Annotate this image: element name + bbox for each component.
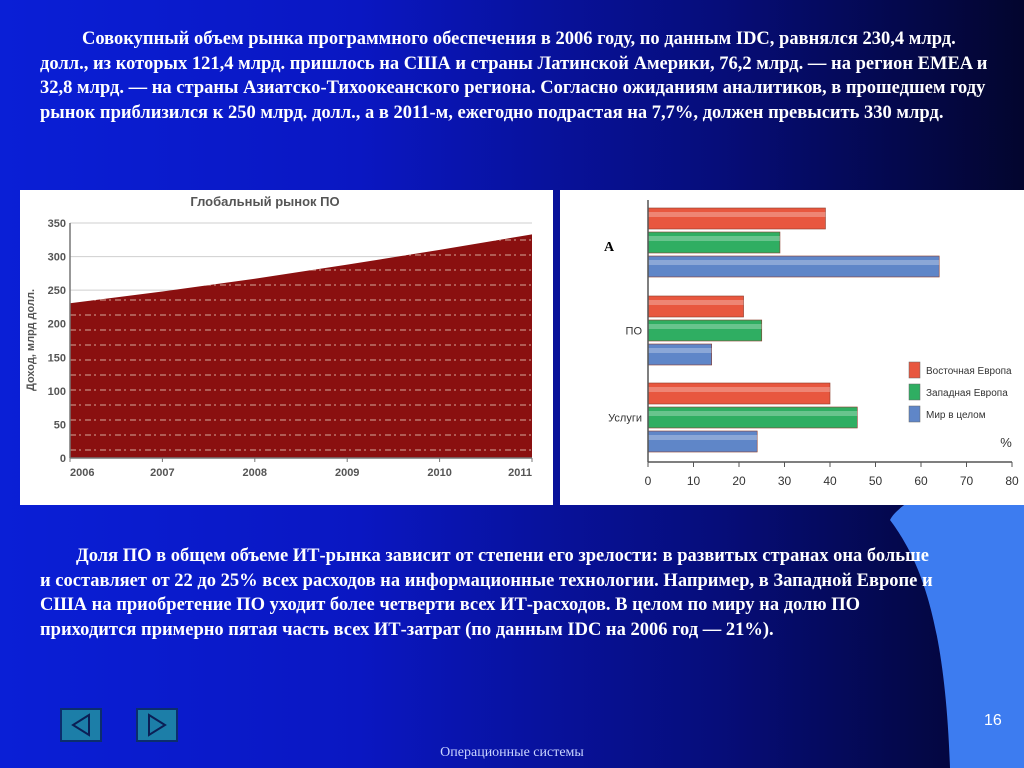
global-market-chart: [20, 190, 553, 505]
chart-title: Глобальный рынок ПО: [190, 194, 340, 209]
y-tick-label: 300: [47, 251, 66, 264]
bar-highlight: [648, 300, 744, 305]
unit-label: %: [1000, 435, 1012, 450]
software-share-chart: [560, 190, 1024, 505]
x-tick-label: 20: [732, 474, 746, 488]
x-tick-label: 2008: [242, 467, 268, 479]
bar-highlight: [648, 348, 712, 353]
y-tick-label: 150: [47, 352, 66, 365]
bar-highlight: [648, 236, 780, 241]
x-tick-label: 80: [1005, 474, 1019, 488]
y-axis-label: Доход, млрд долл.: [25, 289, 37, 391]
page-number: 16: [984, 712, 1002, 729]
bar: [648, 208, 825, 229]
legend-label: Мир в целом: [926, 410, 986, 421]
footer-text: Операционные системы: [440, 745, 584, 760]
bar: [648, 431, 757, 452]
x-tick-label: 10: [686, 474, 701, 488]
chart-legend: [904, 355, 1016, 430]
y-tick-label: 50: [53, 419, 66, 432]
x-tick-label: 0: [644, 474, 652, 488]
legend-swatch: [909, 384, 920, 400]
bar-highlight: [648, 212, 825, 217]
x-tick-label: 40: [823, 474, 837, 488]
legend-swatch: [909, 362, 920, 378]
y-tick-label: 250: [47, 285, 66, 298]
previous-slide-button[interactable]: [60, 708, 102, 742]
market-area: [70, 234, 532, 458]
arrow-left-icon: [62, 710, 100, 740]
side-label: А: [604, 240, 615, 255]
x-tick-label: 30: [777, 474, 792, 488]
category-label: ПО: [625, 325, 642, 338]
share-paragraph: Доля ПО в общем объеме ИТ-рынка зависит от степени его зрелости: в развитых странах она больше и составляет от 22 до 25% всех расходов на информационные технологии. Например, в Западной Европе и США на приобретение ПО уходит более четверти всех ИТ-расходов. В целом по миру на долю ПО приходится примерно пятая часть всех ИТ-затрат (по данным IDC на 2006 год — 21%).: [40, 546, 933, 640]
x-tick-label: 60: [914, 474, 928, 488]
bar: [648, 407, 857, 428]
category-label: Услуги: [608, 412, 642, 425]
bar: [648, 232, 780, 253]
bar-highlight: [648, 260, 939, 265]
y-tick-label: 0: [59, 453, 66, 465]
y-tick-label: 100: [47, 385, 66, 398]
bar-highlight: [648, 435, 757, 440]
x-tick-label: 2007: [150, 467, 175, 479]
x-tick-label: 70: [959, 474, 974, 488]
bar-highlight: [648, 324, 762, 329]
x-tick-label: 50: [868, 474, 883, 488]
next-slide-button[interactable]: [136, 708, 178, 742]
x-tick-label: 2010: [427, 467, 452, 479]
bar: [648, 344, 712, 365]
bar: [648, 256, 939, 277]
bar-highlight: [648, 387, 830, 392]
legend-label: Западная Европа: [926, 388, 1008, 399]
bar: [648, 320, 762, 341]
intro-paragraph: Совокупный объем рынка программного обеспечения в 2006 году, по данным IDC, равнялся 230,4 млрд. долл., из которых 121,4 млрд. пришлось на США и страны Латинской Америки, 76,2 млрд. — на регион EMEA и 32,8 млрд. — на страны Азиатско-Тихоокеанского региона. Согласно ожиданиям аналитиков, в прошедшем году рынок приблизился к 250 млрд. долл., а в 2011-м, ежегодно подрастая на 7,7%, должен превысить 330 млрд.: [40, 29, 988, 123]
x-tick-label: 2006: [70, 467, 95, 479]
arrow-right-icon: [138, 710, 176, 740]
y-tick-label: 200: [47, 318, 66, 331]
bar-highlight: [648, 411, 857, 416]
x-tick-label: 2009: [334, 467, 360, 479]
y-tick-label: 350: [47, 218, 66, 230]
x-tick-label: 2011: [508, 467, 532, 479]
bar: [648, 296, 744, 317]
legend-swatch: [909, 406, 920, 422]
legend-label: Восточная Европа: [926, 366, 1012, 377]
bar: [648, 383, 830, 404]
